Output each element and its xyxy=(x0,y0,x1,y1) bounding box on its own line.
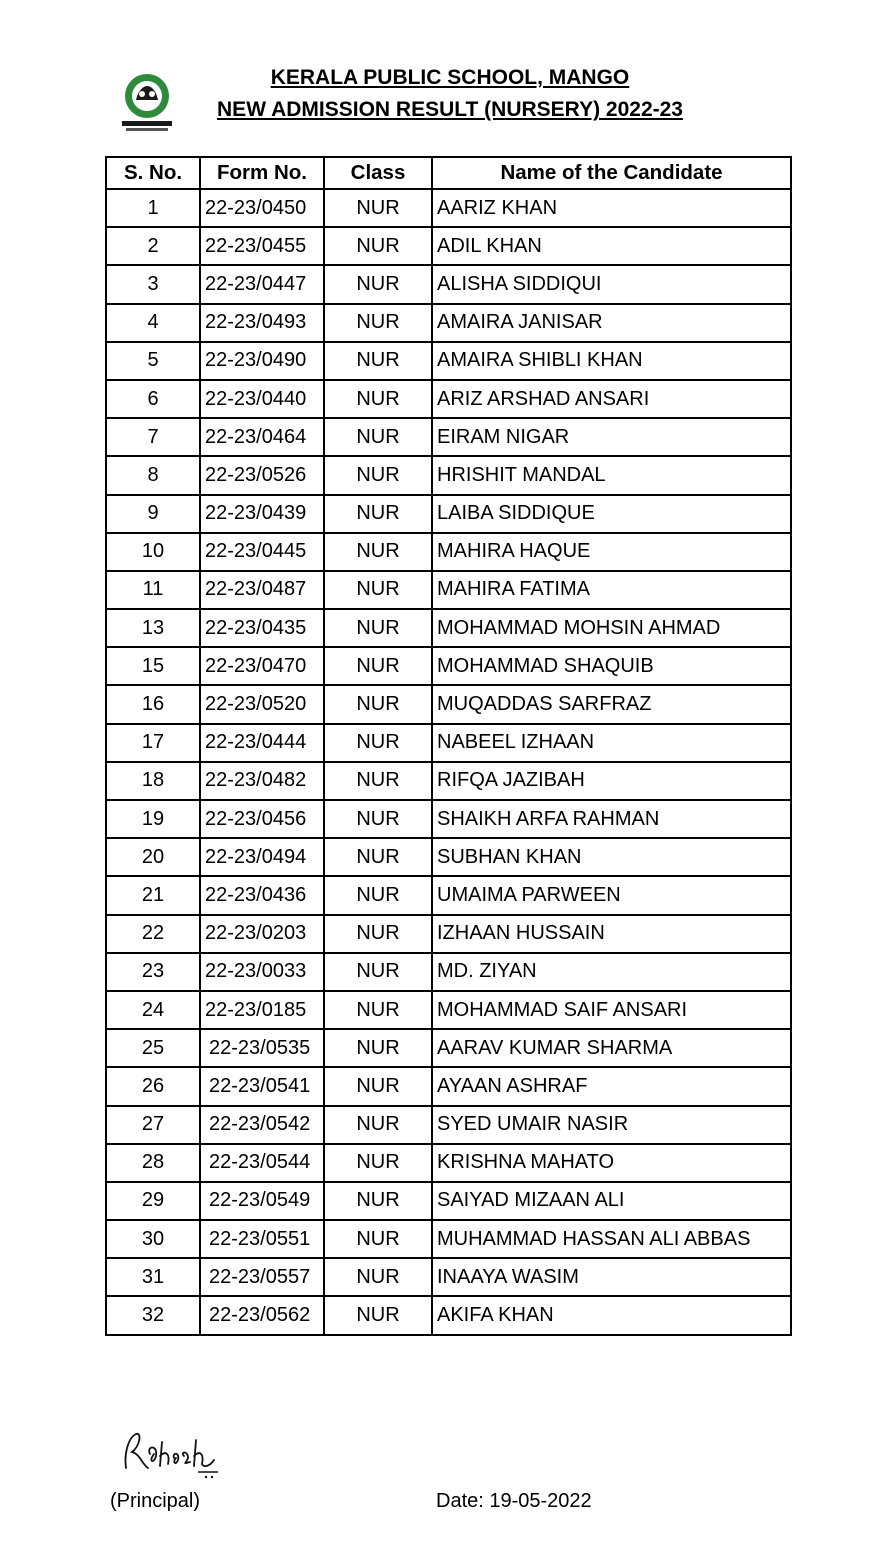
table-row xyxy=(106,762,791,800)
table-row xyxy=(106,1144,791,1182)
cell-candidate-name: ADIL KHAN xyxy=(432,227,791,265)
table-row xyxy=(106,953,791,991)
cell-form-no: 22-23/0542 xyxy=(200,1106,324,1144)
cell-sno: 19 xyxy=(106,800,200,838)
table-row xyxy=(106,800,791,838)
cell-class: NUR xyxy=(324,1182,432,1220)
result-title-heading: NEW ADMISSION RESULT (NURSERY) 2022-23 xyxy=(217,98,683,121)
cell-class: NUR xyxy=(324,800,432,838)
table-row xyxy=(106,685,791,723)
cell-form-no: 22-23/0456 xyxy=(200,800,324,838)
cell-form-no: 22-23/0526 xyxy=(200,456,324,494)
cell-form-no: 22-23/0490 xyxy=(200,342,324,380)
cell-sno: 11 xyxy=(106,571,200,609)
cell-class: NUR xyxy=(324,647,432,685)
cell-candidate-name: UMAIMA PARWEEN xyxy=(432,876,791,914)
cell-sno: 13 xyxy=(106,609,200,647)
principal-label: (Principal) xyxy=(110,1490,201,1512)
table-row xyxy=(106,1029,791,1067)
cell-candidate-name: INAAYA WASIM xyxy=(432,1258,791,1296)
cell-form-no: 22-23/0494 xyxy=(200,838,324,876)
cell-form-no: 22-23/0482 xyxy=(200,762,324,800)
cell-class: NUR xyxy=(324,762,432,800)
cell-candidate-name: MOHAMMAD SHAQUIB xyxy=(432,647,791,685)
table-row xyxy=(106,647,791,685)
column-header-candidate-name: Name of the Candidate xyxy=(432,157,791,189)
cell-sno: 27 xyxy=(106,1106,200,1144)
cell-sno: 3 xyxy=(106,265,200,303)
cell-sno: 2 xyxy=(106,227,200,265)
cell-candidate-name: LAIBA SIDDIQUE xyxy=(432,495,791,533)
cell-sno: 32 xyxy=(106,1296,200,1334)
cell-form-no: 22-23/0455 xyxy=(200,227,324,265)
column-header-form-no: Form No. xyxy=(200,157,324,189)
cell-class: NUR xyxy=(324,456,432,494)
cell-candidate-name: MAHIRA HAQUE xyxy=(432,533,791,571)
cell-form-no: 22-23/0470 xyxy=(200,647,324,685)
cell-class: NUR xyxy=(324,342,432,380)
cell-form-no: 22-23/0557 xyxy=(200,1258,324,1296)
cell-candidate-name: AMAIRA SHIBLI KHAN xyxy=(432,342,791,380)
table-row xyxy=(106,915,791,953)
cell-candidate-name: SAIYAD MIZAAN ALI xyxy=(432,1182,791,1220)
cell-class: NUR xyxy=(324,876,432,914)
table-row xyxy=(106,189,791,227)
cell-candidate-name: AARIZ KHAN xyxy=(432,189,791,227)
cell-form-no: 22-23/0435 xyxy=(200,609,324,647)
cell-class: NUR xyxy=(324,1220,432,1258)
cell-sno: 30 xyxy=(106,1220,200,1258)
cell-candidate-name: MUQADDAS SARFRAZ xyxy=(432,685,791,723)
cell-class: NUR xyxy=(324,1258,432,1296)
cell-form-no: 22-23/0541 xyxy=(200,1067,324,1105)
cell-class: NUR xyxy=(324,953,432,991)
table-row xyxy=(106,304,791,342)
cell-class: NUR xyxy=(324,304,432,342)
cell-class: NUR xyxy=(324,189,432,227)
cell-form-no: 22-23/0535 xyxy=(200,1029,324,1067)
cell-form-no: 22-23/0445 xyxy=(200,533,324,571)
cell-candidate-name: AMAIRA JANISAR xyxy=(432,304,791,342)
table-row xyxy=(106,418,791,456)
cell-sno: 6 xyxy=(106,380,200,418)
cell-candidate-name: AARAV KUMAR SHARMA xyxy=(432,1029,791,1067)
table-row xyxy=(106,1258,791,1296)
table-row xyxy=(106,724,791,762)
cell-form-no: 22-23/0439 xyxy=(200,495,324,533)
cell-class: NUR xyxy=(324,991,432,1029)
cell-sno: 24 xyxy=(106,991,200,1029)
cell-candidate-name: KRISHNA MAHATO xyxy=(432,1144,791,1182)
table-row xyxy=(106,456,791,494)
table-row xyxy=(106,1296,791,1334)
cell-form-no: 22-23/0203 xyxy=(200,915,324,953)
cell-sno: 26 xyxy=(106,1067,200,1105)
cell-class: NUR xyxy=(324,227,432,265)
cell-class: NUR xyxy=(324,380,432,418)
table-row xyxy=(106,1182,791,1220)
cell-candidate-name: IZHAAN HUSSAIN xyxy=(432,915,791,953)
cell-class: NUR xyxy=(324,1144,432,1182)
cell-candidate-name: AKIFA KHAN xyxy=(432,1296,791,1334)
table-row xyxy=(106,609,791,647)
table-row xyxy=(106,342,791,380)
cell-sno: 7 xyxy=(106,418,200,456)
table-row xyxy=(106,265,791,303)
cell-sno: 23 xyxy=(106,953,200,991)
cell-class: NUR xyxy=(324,1029,432,1067)
cell-form-no: 22-23/0562 xyxy=(200,1296,324,1334)
cell-sno: 28 xyxy=(106,1144,200,1182)
cell-class: NUR xyxy=(324,838,432,876)
cell-form-no: 22-23/0493 xyxy=(200,304,324,342)
table-row xyxy=(106,1067,791,1105)
cell-form-no: 22-23/0185 xyxy=(200,991,324,1029)
cell-candidate-name: MOHAMMAD MOHSIN AHMAD xyxy=(432,609,791,647)
cell-form-no: 22-23/0447 xyxy=(200,265,324,303)
cell-class: NUR xyxy=(324,609,432,647)
table-row xyxy=(106,1106,791,1144)
cell-form-no: 22-23/0450 xyxy=(200,189,324,227)
column-header-class: Class xyxy=(324,157,432,189)
result-date: Date: 19-05-2022 xyxy=(436,1490,592,1512)
cell-sno: 17 xyxy=(106,724,200,762)
cell-candidate-name: RIFQA JAZIBAH xyxy=(432,762,791,800)
cell-candidate-name: SHAIKH ARFA RAHMAN xyxy=(432,800,791,838)
cell-sno: 31 xyxy=(106,1258,200,1296)
cell-form-no: 22-23/0436 xyxy=(200,876,324,914)
cell-sno: 20 xyxy=(106,838,200,876)
column-header-sno: S. No. xyxy=(106,157,200,189)
cell-sno: 4 xyxy=(106,304,200,342)
cell-class: NUR xyxy=(324,724,432,762)
cell-class: NUR xyxy=(324,1106,432,1144)
cell-candidate-name: ALISHA SIDDIQUI xyxy=(432,265,791,303)
cell-class: NUR xyxy=(324,915,432,953)
cell-sno: 10 xyxy=(106,533,200,571)
cell-sno: 15 xyxy=(106,647,200,685)
table-row xyxy=(106,227,791,265)
cell-form-no: 22-23/0444 xyxy=(200,724,324,762)
cell-candidate-name: AYAAN ASHRAF xyxy=(432,1067,791,1105)
school-name-heading: KERALA PUBLIC SCHOOL, MANGO xyxy=(270,66,630,89)
cell-form-no: 22-23/0033 xyxy=(200,953,324,991)
cell-sno: 8 xyxy=(106,456,200,494)
cell-candidate-name: NABEEL IZHAAN xyxy=(432,724,791,762)
cell-form-no: 22-23/0464 xyxy=(200,418,324,456)
cell-form-no: 22-23/0487 xyxy=(200,571,324,609)
cell-candidate-name: ARIZ ARSHAD ANSARI xyxy=(432,380,791,418)
cell-sno: 21 xyxy=(106,876,200,914)
cell-sno: 9 xyxy=(106,495,200,533)
cell-candidate-name: MAHIRA FATIMA xyxy=(432,571,791,609)
cell-sno: 25 xyxy=(106,1029,200,1067)
cell-sno: 5 xyxy=(106,342,200,380)
cell-sno: 1 xyxy=(106,189,200,227)
table-row xyxy=(106,838,791,876)
cell-class: NUR xyxy=(324,685,432,723)
admission-results-table xyxy=(105,156,792,1336)
cell-class: NUR xyxy=(324,1296,432,1334)
table-row xyxy=(106,380,791,418)
cell-sno: 18 xyxy=(106,762,200,800)
cell-class: NUR xyxy=(324,265,432,303)
cell-candidate-name: HRISHIT MANDAL xyxy=(432,456,791,494)
cell-sno: 29 xyxy=(106,1182,200,1220)
principal-signature xyxy=(114,1424,234,1480)
cell-sno: 16 xyxy=(106,685,200,723)
cell-candidate-name: SUBHAN KHAN xyxy=(432,838,791,876)
table-row xyxy=(106,1220,791,1258)
cell-sno: 22 xyxy=(106,915,200,953)
cell-class: NUR xyxy=(324,1067,432,1105)
table-body xyxy=(106,189,791,1335)
cell-form-no: 22-23/0544 xyxy=(200,1144,324,1182)
cell-class: NUR xyxy=(324,533,432,571)
cell-form-no: 22-23/0551 xyxy=(200,1220,324,1258)
cell-form-no: 22-23/0520 xyxy=(200,685,324,723)
table-row xyxy=(106,876,791,914)
table-header-row xyxy=(106,157,791,189)
cell-form-no: 22-23/0440 xyxy=(200,380,324,418)
cell-candidate-name: MOHAMMAD SAIF ANSARI xyxy=(432,991,791,1029)
cell-candidate-name: MD. ZIYAN xyxy=(432,953,791,991)
cell-form-no: 22-23/0549 xyxy=(200,1182,324,1220)
cell-candidate-name: EIRAM NIGAR xyxy=(432,418,791,456)
table-row xyxy=(106,991,791,1029)
table-row xyxy=(106,533,791,571)
cell-class: NUR xyxy=(324,495,432,533)
cell-candidate-name: MUHAMMAD HASSAN ALI ABBAS xyxy=(432,1220,791,1258)
cell-class: NUR xyxy=(324,418,432,456)
cell-candidate-name: SYED UMAIR NASIR xyxy=(432,1106,791,1144)
cell-class: NUR xyxy=(324,571,432,609)
table-row xyxy=(106,495,791,533)
table-row xyxy=(106,571,791,609)
